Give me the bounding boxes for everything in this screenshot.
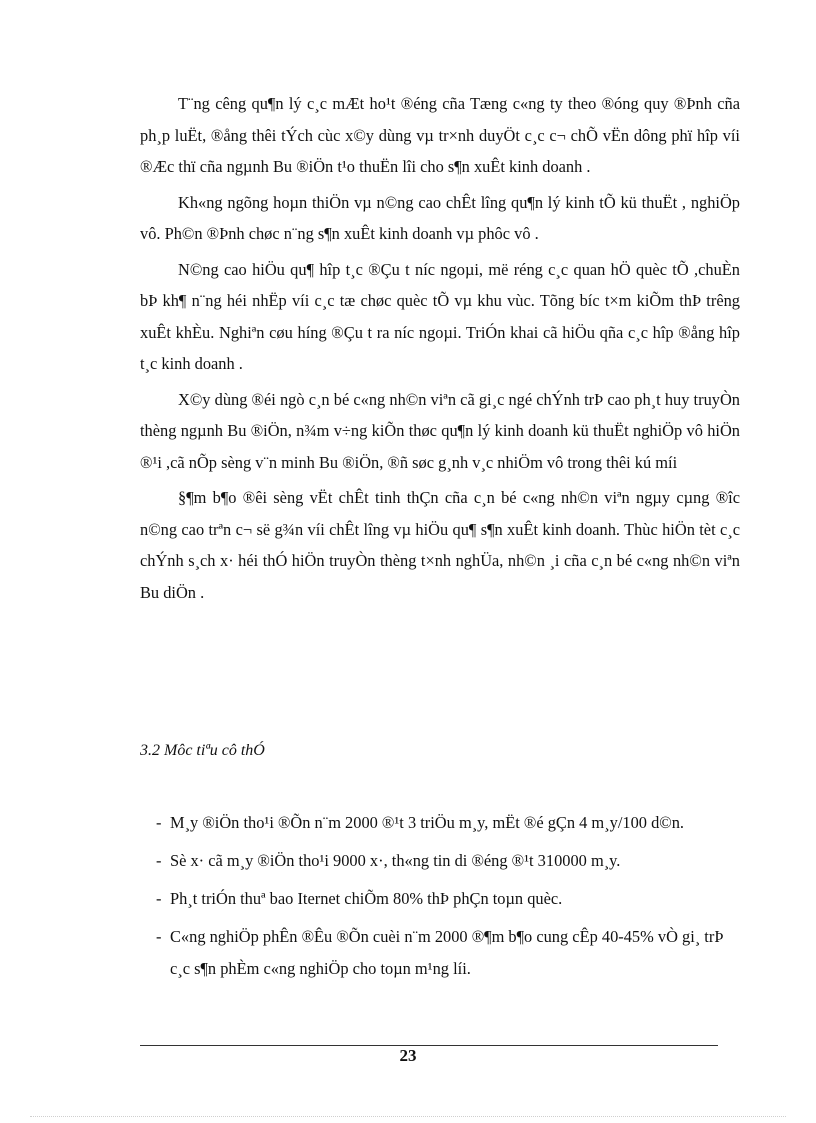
paragraph-1: T¨ng cêng qu¶n lý c¸c mÆt ho¹t ®éng cña Tæng c«ng ty theo ®óng quy ®Þnh cña ph¸p luËt, ®ång thêi tÝch cùc x©y dùng vµ tr×nh duyÖt c¸c c¬ chÕ vËn dông phï hîp víi ®Æc thï cña ngµnh Bu ®iÖn t¹o thuËn lîi cho s¶n xuÊt kinh doanh . <box>140 94 740 176</box>
bullet-dash-icon: - <box>156 927 162 946</box>
bullet-dash-icon: - <box>156 851 162 870</box>
list-item <box>140 845 740 877</box>
list-item <box>140 883 740 915</box>
bullet-dash-icon: - <box>156 813 162 832</box>
list-item-text: C«ng nghiÖp phÊn ®Êu ®Õn cuèi n¨m 2000 ®¶m b¶o cung cÊp 40-45% vÒ gi¸ trÞ c¸c s¶n phÈm c«ng nghiÖp cho toµn m¹ng líi. <box>170 927 724 978</box>
body-text <box>140 88 740 612</box>
objectives-list <box>140 807 740 991</box>
list-item-text: Sè x· cã m¸y ®iÖn tho¹i 9000 x·, th«ng tin di ®éng ®¹t 310000 m¸y. <box>170 851 621 870</box>
list-item <box>140 921 740 985</box>
list-item-text: Ph¸t triÓn thuª bao Iternet chiÕm 80% thÞ phÇn toµn quèc. <box>170 889 563 908</box>
paragraph-4: X©y dùng ®éi ngò c¸n bé c«ng nh©n viªn cã gi¸c ngé chÝnh trÞ cao ph¸t huy truyÒn thèng ngµnh Bu ®iÖn, n¾m v÷ng kiÕn thøc qu¶n lý kinh doanh kü thuËt nghiÖp vô hiÖn ®¹i ,cã nÕp sèng v¨n minh Bu ®iÖn, ®ñ søc g¸nh v¸c nhiÖm vô trong thêi kú míi <box>140 389 740 472</box>
list-item-text: M¸y ®iÖn tho¹i ®Õn n¨m 2000 ®¹t 3 triÖu m¸y, mËt ®é gÇn 4 m¸y/100 d©n. <box>170 813 685 832</box>
paragraph-2: Kh«ng ngõng hoµn thiÖn vµ n©ng cao chÊt lîng qu¶n lý kinh tÕ kü thuËt , nghiÖp vô. Ph©n ®Þnh chøc n¨ng s¶n xuÊt kinh doanh vµ phôc vô . <box>140 192 740 243</box>
paragraph-3: N©ng cao hiÖu qu¶ hîp t¸c ®Çu t níc ngoµi, më réng c¸c quan hÖ quèc tÕ ,chuÈn bÞ kh¶ n¨ng héi nhËp víi c¸c tæ chøc quèc tÕ vµ khu vùc. Tõng bíc t×m kiÕm thÞ trêng xuÊt khÈu. Nghiªn cøu híng ®Çu t ra níc ngoµi. TriÓn khai cã hiÖu qña c¸c hîp ®ång hîp t¸c kinh doanh . <box>140 259 740 373</box>
page-bottom-border <box>30 1116 786 1117</box>
list-item <box>140 807 740 839</box>
page-number: 23 <box>399 1046 417 1065</box>
section-heading: 3.2 Môc tiªu cô thÓ <box>140 742 265 759</box>
bullet-dash-icon: - <box>156 889 162 908</box>
paragraph-5: §¶m b¶o ®êi sèng vËt chÊt tinh thÇn cña c¸n bé c«ng nh©n viªn ngµy cµng ®îc n©ng cao trªn c¬ së g¾n víi chÊt lîng vµ hiÖu qu¶ s¶n xuÊt kinh doanh. Thùc hiÖn tèt c¸c chÝnh s¸ch x· héi thÓ hiÖn truyÒn thèng t×nh nghÜa, nh©n ¸i cña c¸n bé c«ng nh©n viªn Bu diÖn . <box>140 488 740 602</box>
